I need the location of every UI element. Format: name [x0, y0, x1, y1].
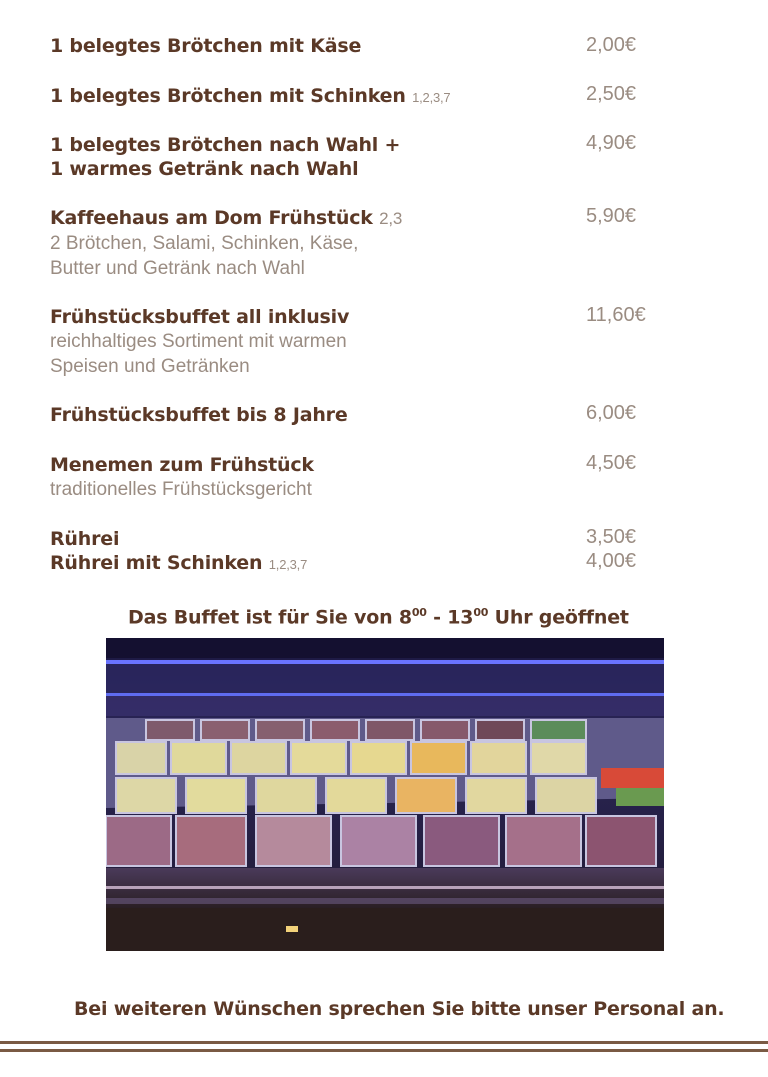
item-price: 4,90€ — [586, 132, 637, 154]
item-price: 4,00€ — [586, 550, 637, 572]
item-price: 5,90€ — [586, 205, 637, 227]
item-price: 4,50€ — [586, 452, 637, 474]
item-name-line — [50, 206, 570, 231]
item-allergens: 2,3 — [379, 209, 403, 228]
item-name: Rührei — [50, 528, 120, 550]
buffet-note-prefix: Das Buffet ist für Sie von 8 — [128, 606, 412, 629]
item-description-line2: Butter und Getränk nach Wahl — [50, 258, 305, 279]
buffet-opening-hours — [128, 606, 629, 628]
item-name-line — [50, 551, 570, 577]
menu-item — [50, 551, 570, 577]
buffet-photo — [106, 638, 664, 951]
item-price: 6,00€ — [586, 402, 637, 424]
item-name: Frühstücksbuffet bis 8 Jahre — [50, 404, 348, 426]
menu-item — [50, 453, 570, 502]
menu-item — [50, 403, 570, 427]
divider-line — [0, 1041, 768, 1044]
item-price: 11,60€ — [586, 304, 646, 326]
item-name: Frühstücksbuffet all inklusiv — [50, 306, 350, 328]
item-price: 2,00€ — [586, 34, 637, 56]
item-description: reichhaltiges Sortiment mit warmen — [50, 331, 347, 352]
item-price: 2,50€ — [586, 83, 637, 105]
menu-item — [50, 133, 570, 181]
menu-item — [50, 527, 570, 551]
menu-item — [50, 305, 570, 379]
buffet-note-start-minutes: 00 — [411, 606, 427, 619]
buffet-note-end-minutes: 00 — [473, 606, 489, 619]
item-description: 2 Brötchen, Salami, Schinken, Käse, — [50, 233, 359, 254]
menu-item — [50, 206, 570, 281]
item-name: 1 belegtes Brötchen nach Wahl + — [50, 134, 401, 156]
buffet-note-suffix: Uhr geöffnet — [488, 606, 629, 629]
item-name-line — [50, 84, 570, 110]
item-name: Kaffeehaus am Dom Frühstück — [50, 207, 373, 229]
footer-note: Bei weiteren Wünschen sprechen Sie bitte unser Personal an. — [74, 998, 725, 1020]
item-name: Menemen zum Frühstück — [50, 454, 314, 476]
item-allergens: 1,2,3,7 — [268, 557, 308, 572]
menu-item — [50, 84, 570, 110]
item-name: 1 belegtes Brötchen mit Käse — [50, 35, 362, 57]
divider-line — [0, 1049, 768, 1052]
item-name: Rührei mit Schinken — [50, 552, 263, 574]
item-allergens: 1,2,3,7 — [412, 90, 451, 105]
menu-item — [50, 34, 570, 58]
item-price: 3,50€ — [586, 526, 637, 548]
buffet-note-middle: - 13 — [426, 606, 474, 629]
item-description: traditionelles Frühstücksgericht — [50, 479, 312, 500]
item-description-line2: Speisen und Getränken — [50, 356, 250, 377]
item-name: 1 belegtes Brötchen mit Schinken — [50, 85, 406, 107]
item-name-line2: 1 warmes Getränk nach Wahl — [50, 158, 359, 180]
